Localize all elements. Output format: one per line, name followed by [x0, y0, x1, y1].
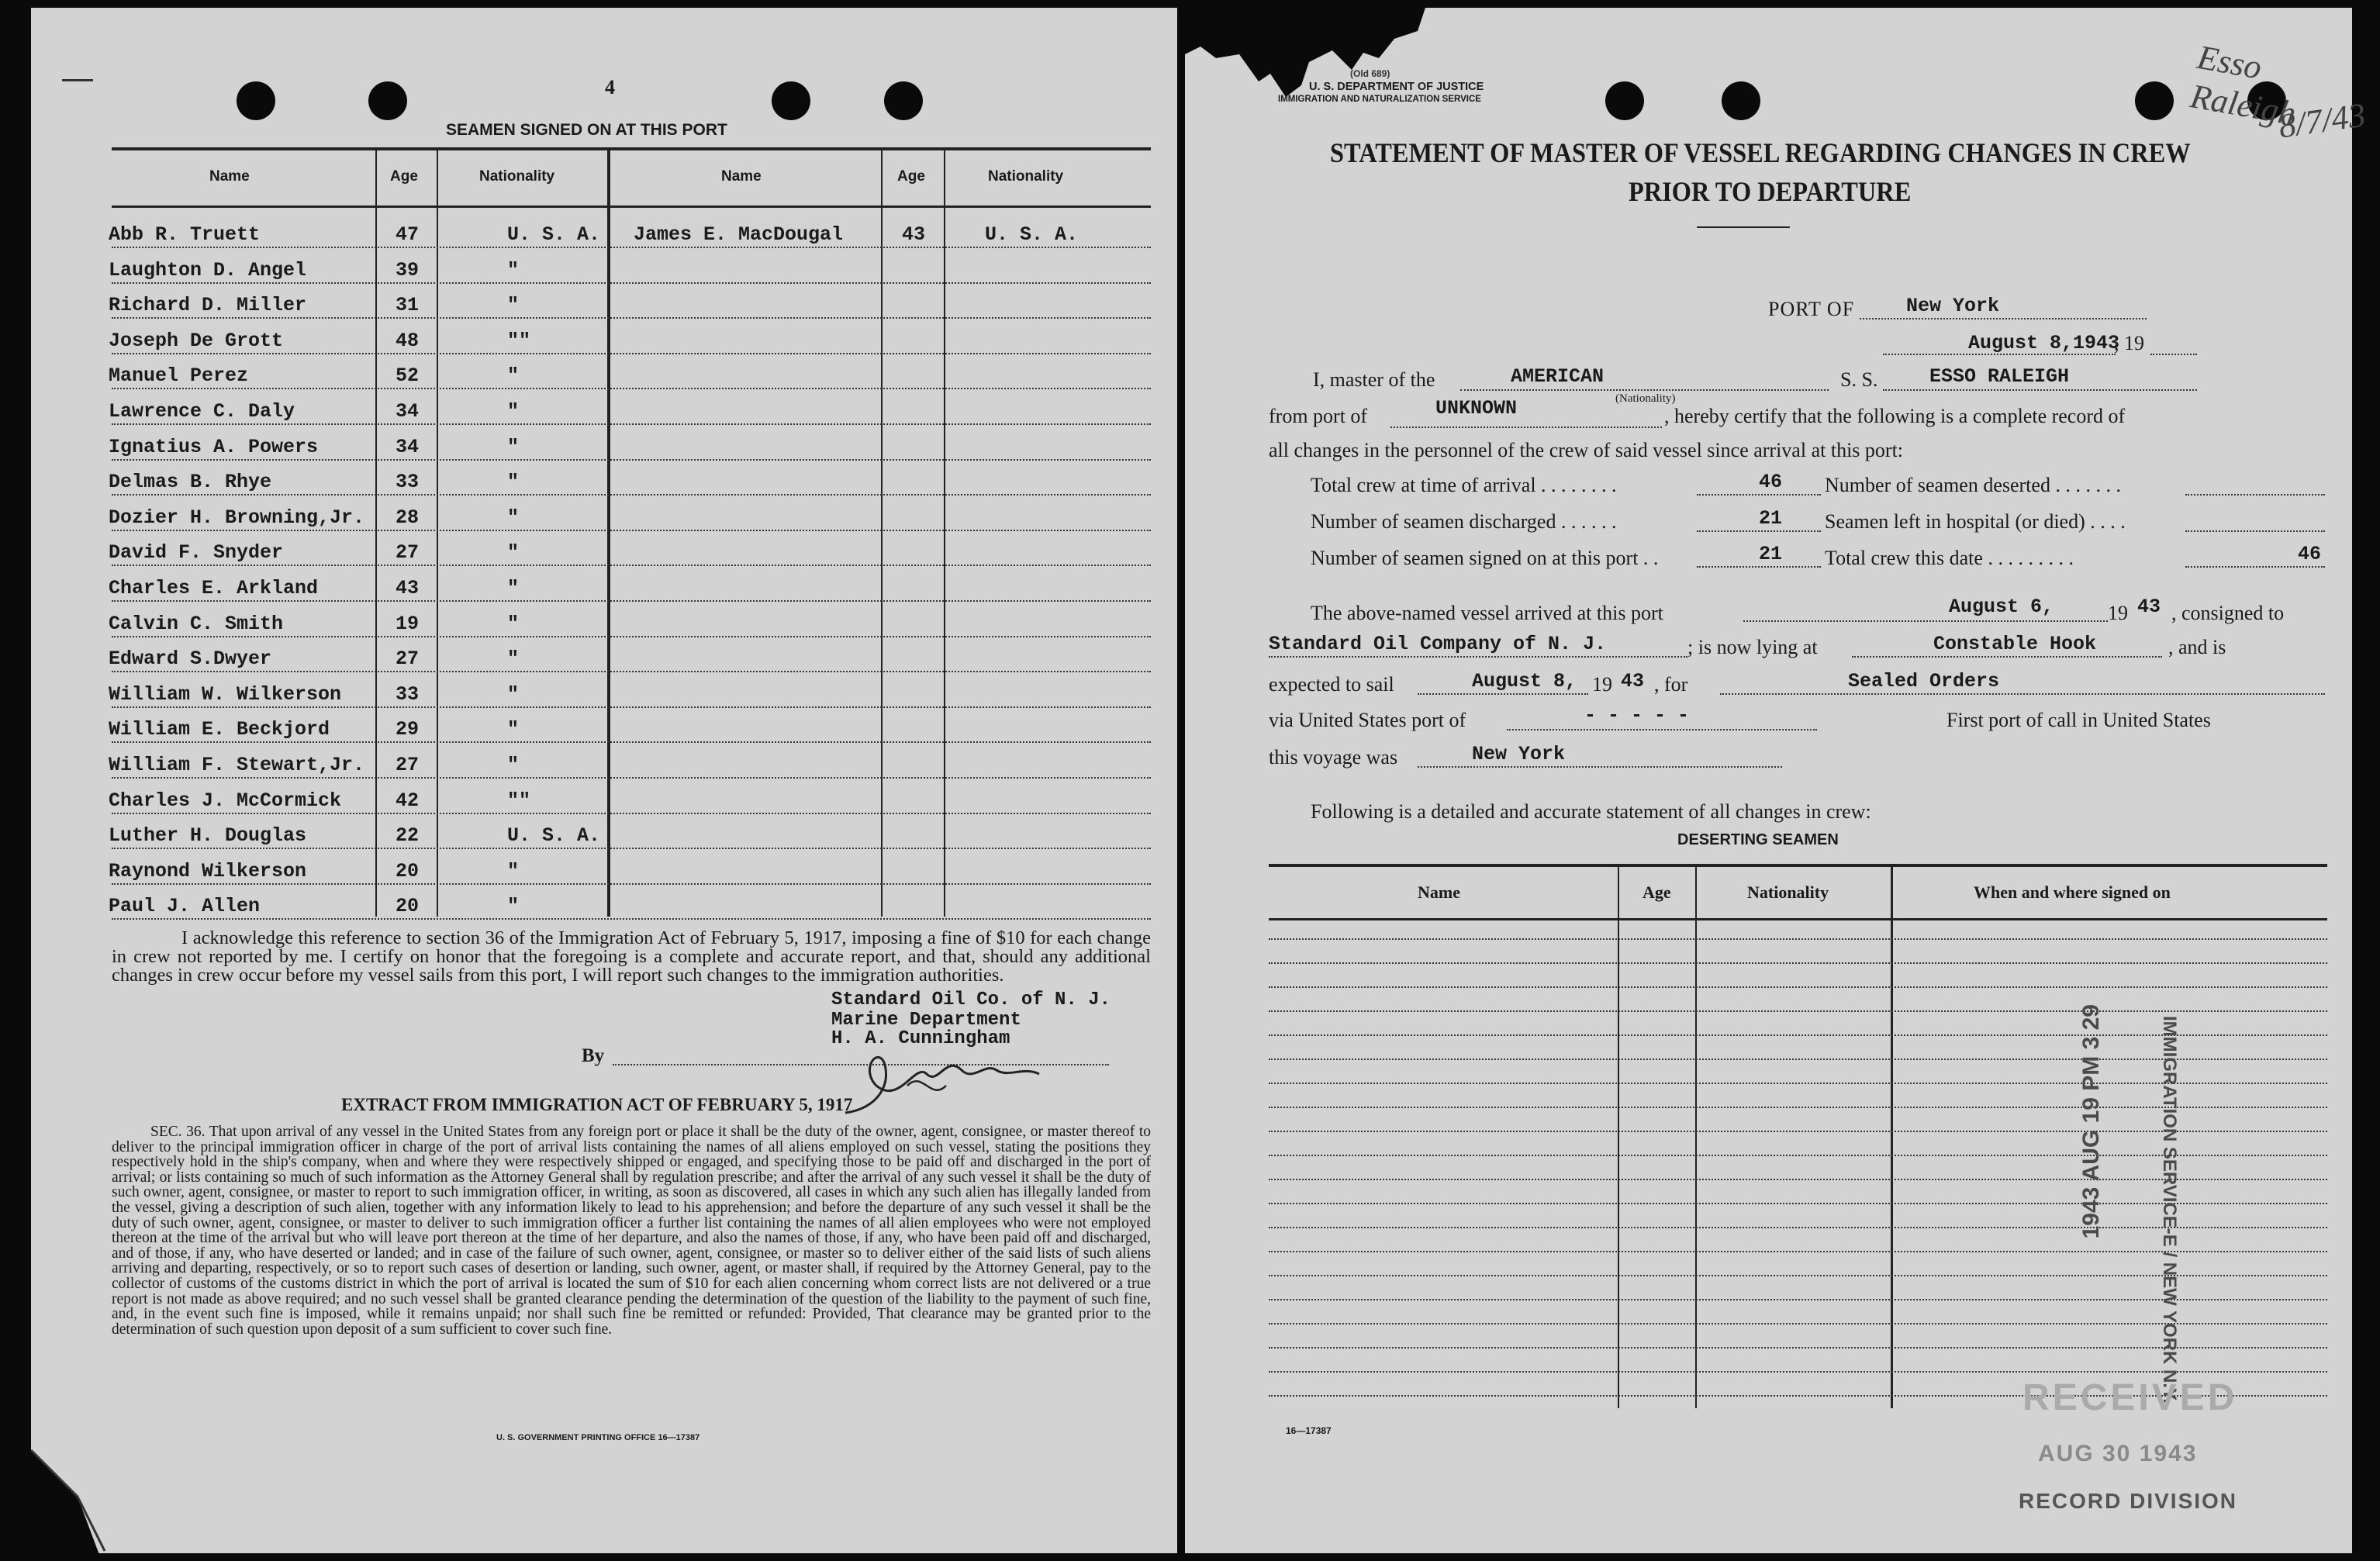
by-label: By: [582, 1045, 605, 1066]
from-port-label: from port of: [1269, 405, 1368, 427]
crew-name: William F. Stewart,Jr.: [109, 754, 365, 776]
crew-name: William W. Wilkerson: [109, 683, 342, 706]
crew-name: Charles J. McCormick: [109, 789, 342, 812]
table-row-rule: [112, 282, 1151, 284]
stat-line: [2185, 566, 2325, 568]
crew-age: 33: [396, 471, 420, 493]
table-row-rule: [112, 388, 1151, 389]
stat-discharged-label: Number of seamen discharged . . . . . .: [1311, 510, 1617, 533]
crew-nationality: "": [507, 789, 531, 812]
crew-nationality: U. S. A.: [507, 824, 601, 847]
table-header-rule: [112, 205, 1151, 208]
stat-deserted-label: Number of seamen deserted . . . . . . .: [1825, 474, 2121, 496]
table-top-rule: [112, 147, 1151, 150]
signatory-name: H. A. Cunningham: [831, 1028, 1010, 1049]
sail-date: August 8,: [1472, 670, 1577, 692]
crew-name: Luther H. Douglas: [109, 824, 307, 847]
title-rule: [1697, 226, 1790, 228]
ss-label: S. S.: [1840, 368, 1878, 391]
date-suffix: , 19: [2114, 332, 2144, 354]
acknowledgment-text: I acknowledge this reference to section 36 of the Immigration Act of February 5, 1917, imposing a fine of $10 for each change in crew not reported by me. I certify on honor that the foregoing is a complete and accurate report, and that, should any additional changes in crew occur before my vessel sails from this port, I will report such changes to the immigration authorities.: [112, 927, 1151, 986]
first-port-text: First port of call in United States: [1946, 709, 2211, 731]
sail-year-prefix: 19: [1592, 673, 1612, 696]
table-row-rule: [112, 671, 1151, 672]
table-row-rule: [112, 706, 1151, 708]
crew-age: 28: [396, 506, 420, 529]
date-line: [1883, 354, 2116, 355]
crew-name: Richard D. Miller: [109, 294, 307, 316]
col-header-age-2: Age: [897, 168, 925, 185]
col-divider: [375, 149, 377, 917]
crew-name: Lawrence C. Daly: [109, 400, 295, 423]
crew-age: 20: [396, 860, 420, 882]
corner-mark: [62, 79, 93, 81]
crew-name: Delmas B. Rhye: [109, 471, 272, 493]
deserting-col-divider: [1891, 865, 1893, 1408]
table-row-rule: [112, 636, 1151, 637]
crew-age: 22: [396, 824, 420, 847]
agency-stamp: IMMIGRATION SERVICE-E / NEW YORK N.Y.: [2159, 1016, 2180, 1404]
crew-name: William E. Beckjord: [109, 718, 330, 741]
crew-name: Ignatius A. Powers: [109, 436, 319, 458]
stat-hospital-label: Seamen left in hospital (or died) . . . .: [1825, 510, 2126, 533]
col-divider-center: [607, 149, 610, 917]
crew-age: 19: [396, 613, 420, 635]
col-header-name: Name: [209, 168, 250, 185]
stat-line: [1697, 494, 1821, 496]
crew-age: 29: [396, 718, 420, 741]
port-line: [1860, 318, 2147, 319]
crew-name: Paul J. Allen: [109, 895, 261, 917]
year-line: [2150, 354, 2197, 355]
master-prefix: I, master of the: [1313, 368, 1435, 391]
crew-name-right: James E. MacDougal: [634, 223, 844, 246]
stat-total-arrival-label: Total crew at time of arrival . . . . . . . .: [1311, 474, 1617, 496]
nationality-caption: (Nationality): [1615, 392, 1676, 405]
destination: Sealed Orders: [1848, 670, 2000, 692]
lying-text: ; is now lying at: [1687, 636, 1818, 658]
record-division-stamp: RECORD DIVISION: [2019, 1489, 2238, 1513]
crew-nationality: ": [507, 683, 520, 706]
table-row-rule: [112, 848, 1151, 849]
crew-age-right: 43: [902, 223, 926, 246]
crew-name: Dozier H. Browning,Jr.: [109, 506, 365, 529]
from-port-value: UNKNOWN: [1435, 397, 1518, 420]
deserting-col-divider: [1618, 865, 1619, 1408]
form-number: (Old 689): [1350, 68, 1390, 79]
deserting-table-top: [1269, 864, 2327, 867]
and-is-text: , and is: [2168, 636, 2226, 658]
crew-age: 43: [396, 577, 420, 599]
following-text: Following is a detailed and accurate statement of all changes in crew:: [1311, 800, 1871, 823]
crew-age: 39: [396, 259, 420, 281]
crew-nationality: ": [507, 400, 520, 423]
crew-name: David F. Snyder: [109, 541, 284, 564]
punch-hole: [1722, 81, 1760, 120]
crew-age: 34: [396, 436, 420, 458]
table-row-rule: [1269, 938, 2327, 940]
table-row-rule: [112, 600, 1151, 602]
deserting-col-nationality: Nationality: [1747, 882, 1829, 902]
extract-title: EXTRACT FROM IMMIGRATION ACT OF FEBRUARY 5, 1917: [341, 1095, 853, 1114]
stat-signed-on-label: Number of seamen signed on at this port . .: [1311, 547, 1659, 569]
department-name: U. S. DEPARTMENT OF JUSTICE: [1309, 81, 1484, 93]
crew-name: Charles E. Arkland: [109, 577, 319, 599]
crew-nationality-right: U. S. A.: [985, 223, 1079, 246]
footer-code: 16—17387: [1286, 1425, 1332, 1436]
nationality-line: [1460, 389, 1829, 391]
section-title: SEAMEN SIGNED ON AT THIS PORT: [446, 121, 727, 139]
crew-nationality: "": [507, 330, 531, 352]
certify-text: , hereby certify that the following is a complete record of: [1664, 405, 2126, 427]
table-row-rule: [1269, 986, 2327, 988]
nationality-value: AMERICAN: [1511, 365, 1605, 388]
deserting-col-divider: [1695, 865, 1697, 1408]
stat-line: [2185, 530, 2325, 532]
crew-age: 42: [396, 789, 420, 812]
page-number: 4: [605, 76, 615, 98]
handwritten-signature: [830, 1039, 1062, 1124]
signatory-department: Marine Department: [831, 1010, 1021, 1031]
arrived-year-prefix: 19: [2108, 602, 2128, 624]
crew-name: Manuel Perez: [109, 364, 249, 387]
stat-line: [1697, 530, 1821, 532]
deserting-col-name: Name: [1418, 882, 1460, 902]
stat-total-arrival-value: 46: [1759, 471, 1783, 493]
lying-line: [1852, 656, 2162, 658]
port-label: PORT OF: [1768, 298, 1855, 320]
crew-nationality: ": [507, 860, 520, 882]
crew-nationality: ": [507, 541, 520, 564]
table-row-rule: [112, 741, 1151, 743]
col-header-name-2: Name: [721, 168, 762, 185]
col-header-nationality-2: Nationality: [988, 168, 1064, 185]
punch-hole: [237, 81, 275, 120]
table-row-rule: [112, 494, 1151, 496]
table-row-rule: [112, 813, 1151, 814]
punch-hole: [884, 81, 923, 120]
table-row-rule: [112, 247, 1151, 248]
crew-name: Joseph De Grott: [109, 330, 284, 352]
arrived-year: 43: [2137, 596, 2161, 618]
crew-nationality: ": [507, 294, 520, 316]
left-page: [31, 8, 1177, 1553]
via-text: via United States port of: [1269, 709, 1466, 731]
crew-nationality: ": [507, 259, 520, 281]
deserting-col-when-where: When and where signed on: [1974, 882, 2171, 902]
arrived-line: [1743, 620, 2108, 622]
punch-hole: [1605, 81, 1644, 120]
col-header-age: Age: [390, 168, 418, 185]
crew-name: Calvin C. Smith: [109, 613, 284, 635]
stat-discharged-value: 21: [1759, 507, 1783, 530]
destination-line: [1720, 693, 2325, 695]
crew-nationality: ": [507, 648, 520, 670]
punch-hole: [772, 81, 810, 120]
folded-corner: [31, 1450, 124, 1559]
for-text: , for: [1654, 673, 1688, 696]
form-title-line1: STATEMENT OF MASTER OF VESSEL REGARDING CHANGES IN CREW: [1330, 137, 2191, 168]
stat-total-date-label: Total crew this date . . . . . . . . .: [1825, 547, 2074, 569]
from-port-line: [1390, 427, 1662, 428]
crew-age: 52: [396, 364, 420, 387]
sail-year: 43: [1621, 670, 1645, 692]
voyage-line: [1418, 766, 1782, 768]
crew-age: 34: [396, 400, 420, 423]
crew-name: Abb R. Truett: [109, 223, 261, 246]
table-row-rule: [112, 423, 1151, 425]
crew-nationality: ": [507, 436, 520, 458]
crew-age: 27: [396, 648, 420, 670]
form-title-line2: PRIOR TO DEPARTURE: [1629, 176, 1912, 207]
crew-age: 48: [396, 330, 420, 352]
ship-name-line: [1883, 389, 2197, 391]
crew-age: 31: [396, 294, 420, 316]
crew-nationality: ": [507, 506, 520, 529]
punch-hole: [368, 81, 407, 120]
arrived-text: The above-named vessel arrived at this port: [1311, 602, 1663, 624]
sail-line: [1418, 693, 1588, 695]
handwritten-ship-note: Esso Raleigh: [2187, 37, 2299, 133]
crew-age: 47: [396, 223, 420, 246]
form-date-value: August 8,1943: [1968, 332, 2120, 354]
crew-nationality: ": [507, 754, 520, 776]
sail-text: expected to sail: [1269, 673, 1394, 696]
crew-nationality: ": [507, 471, 520, 493]
col-header-nationality: Nationality: [479, 168, 555, 185]
ship-name: ESSO RALEIGH: [1929, 365, 2070, 388]
received-stamp: RECEIVED: [2022, 1377, 2238, 1418]
deserting-title: DESERTING SEAMEN: [1677, 831, 1839, 848]
crew-age: 27: [396, 541, 420, 564]
extract-text: SEC. 36. That upon arrival of any vessel in the United States from any foreign port or place it shall be the duty of the owner, agent, consignee, or master thereof to deliver to the principal immigration officer in charge of the port of arrival lists containing the names of all aliens employed on such vessel, stating the positions they respectively hold in the ship's company, when and where they were respectively shipped or engaged, and specifying those to be paid off and discharged in the port of arrival; or lists containing so much of such information as the Attorney General shall by regulation prescribe; and after the arrival of any such vessel it shall be the duty of such owner, agent, consignee, or master to report to such immigration officer, in writing, as soon as discovered, all cases in which any such alien has illegally landed from the vessel, giving a description of such alien, together with any information likely to lead to his apprehension; and before the departure of any such vessel it shall be the duty of such owner, agent, consignee, or master to deliver to such immigration officer a further list containing the names of all alien employees who were not employed thereon at the time of the arrival but who will leave port thereon at the time of her departure, and also the names of those, if any, who have been paid off and discharged, and of those, if any, who have deserted or landed; and in case of the failure of such owner, agent, consignee, or master so to deliver either of the said lists of such aliens arriving and departing, respectively, or so to report such cases of desertion or landing, such owner, agent, or master shall, if required by the Attorney General, pay to the collector of customs of the customs district in which the port of arrival is located the sum of $10 for each alien concerning whom correct lists are not delivered or a true report is not made as above required; and no such vessel shall be granted clearance pending the determination of the question of the liability to the payment of such fine, and, in the event such fine is imposed, while it remains unpaid; nor shall such fine be remitted or refunded: Provided, That clearance may be granted prior to the determination of such question upon deposit of a sum sufficient to cover such fine.: [112, 1124, 1151, 1338]
crew-name: Laughton D. Angel: [109, 259, 307, 281]
crew-name: Raynond Wilkerson: [109, 860, 307, 882]
deserting-table-header-rule: [1269, 918, 2327, 920]
crew-nationality: ": [507, 895, 520, 917]
via-line: [1507, 729, 1817, 730]
col-divider: [881, 149, 883, 917]
received-date-stamp: AUG 30 1943: [2038, 1441, 2198, 1466]
col-divider: [944, 149, 945, 917]
service-name: IMMIGRATION AND NATURALIZATION SERVICE: [1278, 95, 1481, 104]
table-row-rule: [112, 353, 1151, 354]
torn-edge: [1185, 8, 1433, 109]
table-row-rule: [112, 883, 1151, 885]
arrived-date: August 6,: [1949, 596, 2054, 618]
stat-total-date-value: 46: [2298, 543, 2322, 565]
voyage-text: this voyage was: [1269, 746, 1398, 768]
voyage-value: New York: [1472, 743, 1566, 765]
certify-text-2: all changes in the personnel of the crew of said vessel since arrival at this port:: [1269, 439, 1904, 461]
received-time-stamp: 1943 AUG 19 PM 3 29: [2078, 1004, 2104, 1239]
stat-line: [2185, 494, 2325, 496]
consignee-line: [1269, 656, 1687, 658]
stat-signed-on-value: 21: [1759, 543, 1783, 565]
table-row-rule: [1269, 962, 2327, 964]
crew-age: 33: [396, 683, 420, 706]
consigned-text: , consigned to: [2171, 602, 2285, 624]
lying-at: Constable Hook: [1933, 633, 2097, 655]
printer-line: U. S. GOVERNMENT PRINTING OFFICE 16—17387: [496, 1433, 700, 1442]
crew-nationality: ": [507, 364, 520, 387]
crew-nationality: ": [507, 577, 520, 599]
table-row-rule: [112, 918, 1151, 920]
table-row-rule: [112, 565, 1151, 566]
via-value: - - - - -: [1584, 704, 1690, 727]
crew-nationality: ": [507, 613, 520, 635]
crew-name: Edward S.Dwyer: [109, 648, 272, 670]
crew-age: 20: [396, 895, 420, 917]
signatory-company: Standard Oil Co. of N. J.: [831, 989, 1111, 1010]
crew-nationality: ": [507, 718, 520, 741]
table-row-rule: [112, 530, 1151, 531]
table-row-rule: [112, 777, 1151, 779]
col-divider: [437, 149, 438, 917]
port-value: New York: [1906, 295, 2000, 317]
right-page: [1185, 8, 2368, 1553]
table-row-rule: [112, 317, 1151, 319]
crew-nationality: U. S. A.: [507, 223, 601, 246]
punch-hole: [2135, 81, 2174, 120]
table-row-rule: [112, 459, 1151, 461]
deserting-col-age: Age: [1643, 882, 1671, 902]
consignee: Standard Oil Company of N. J.: [1269, 633, 1607, 655]
stat-line: [1697, 566, 1821, 568]
table-row-rule: [1269, 1010, 2327, 1012]
handwritten-date-note: 8/7/43: [2276, 95, 2368, 146]
crew-age: 27: [396, 754, 420, 776]
